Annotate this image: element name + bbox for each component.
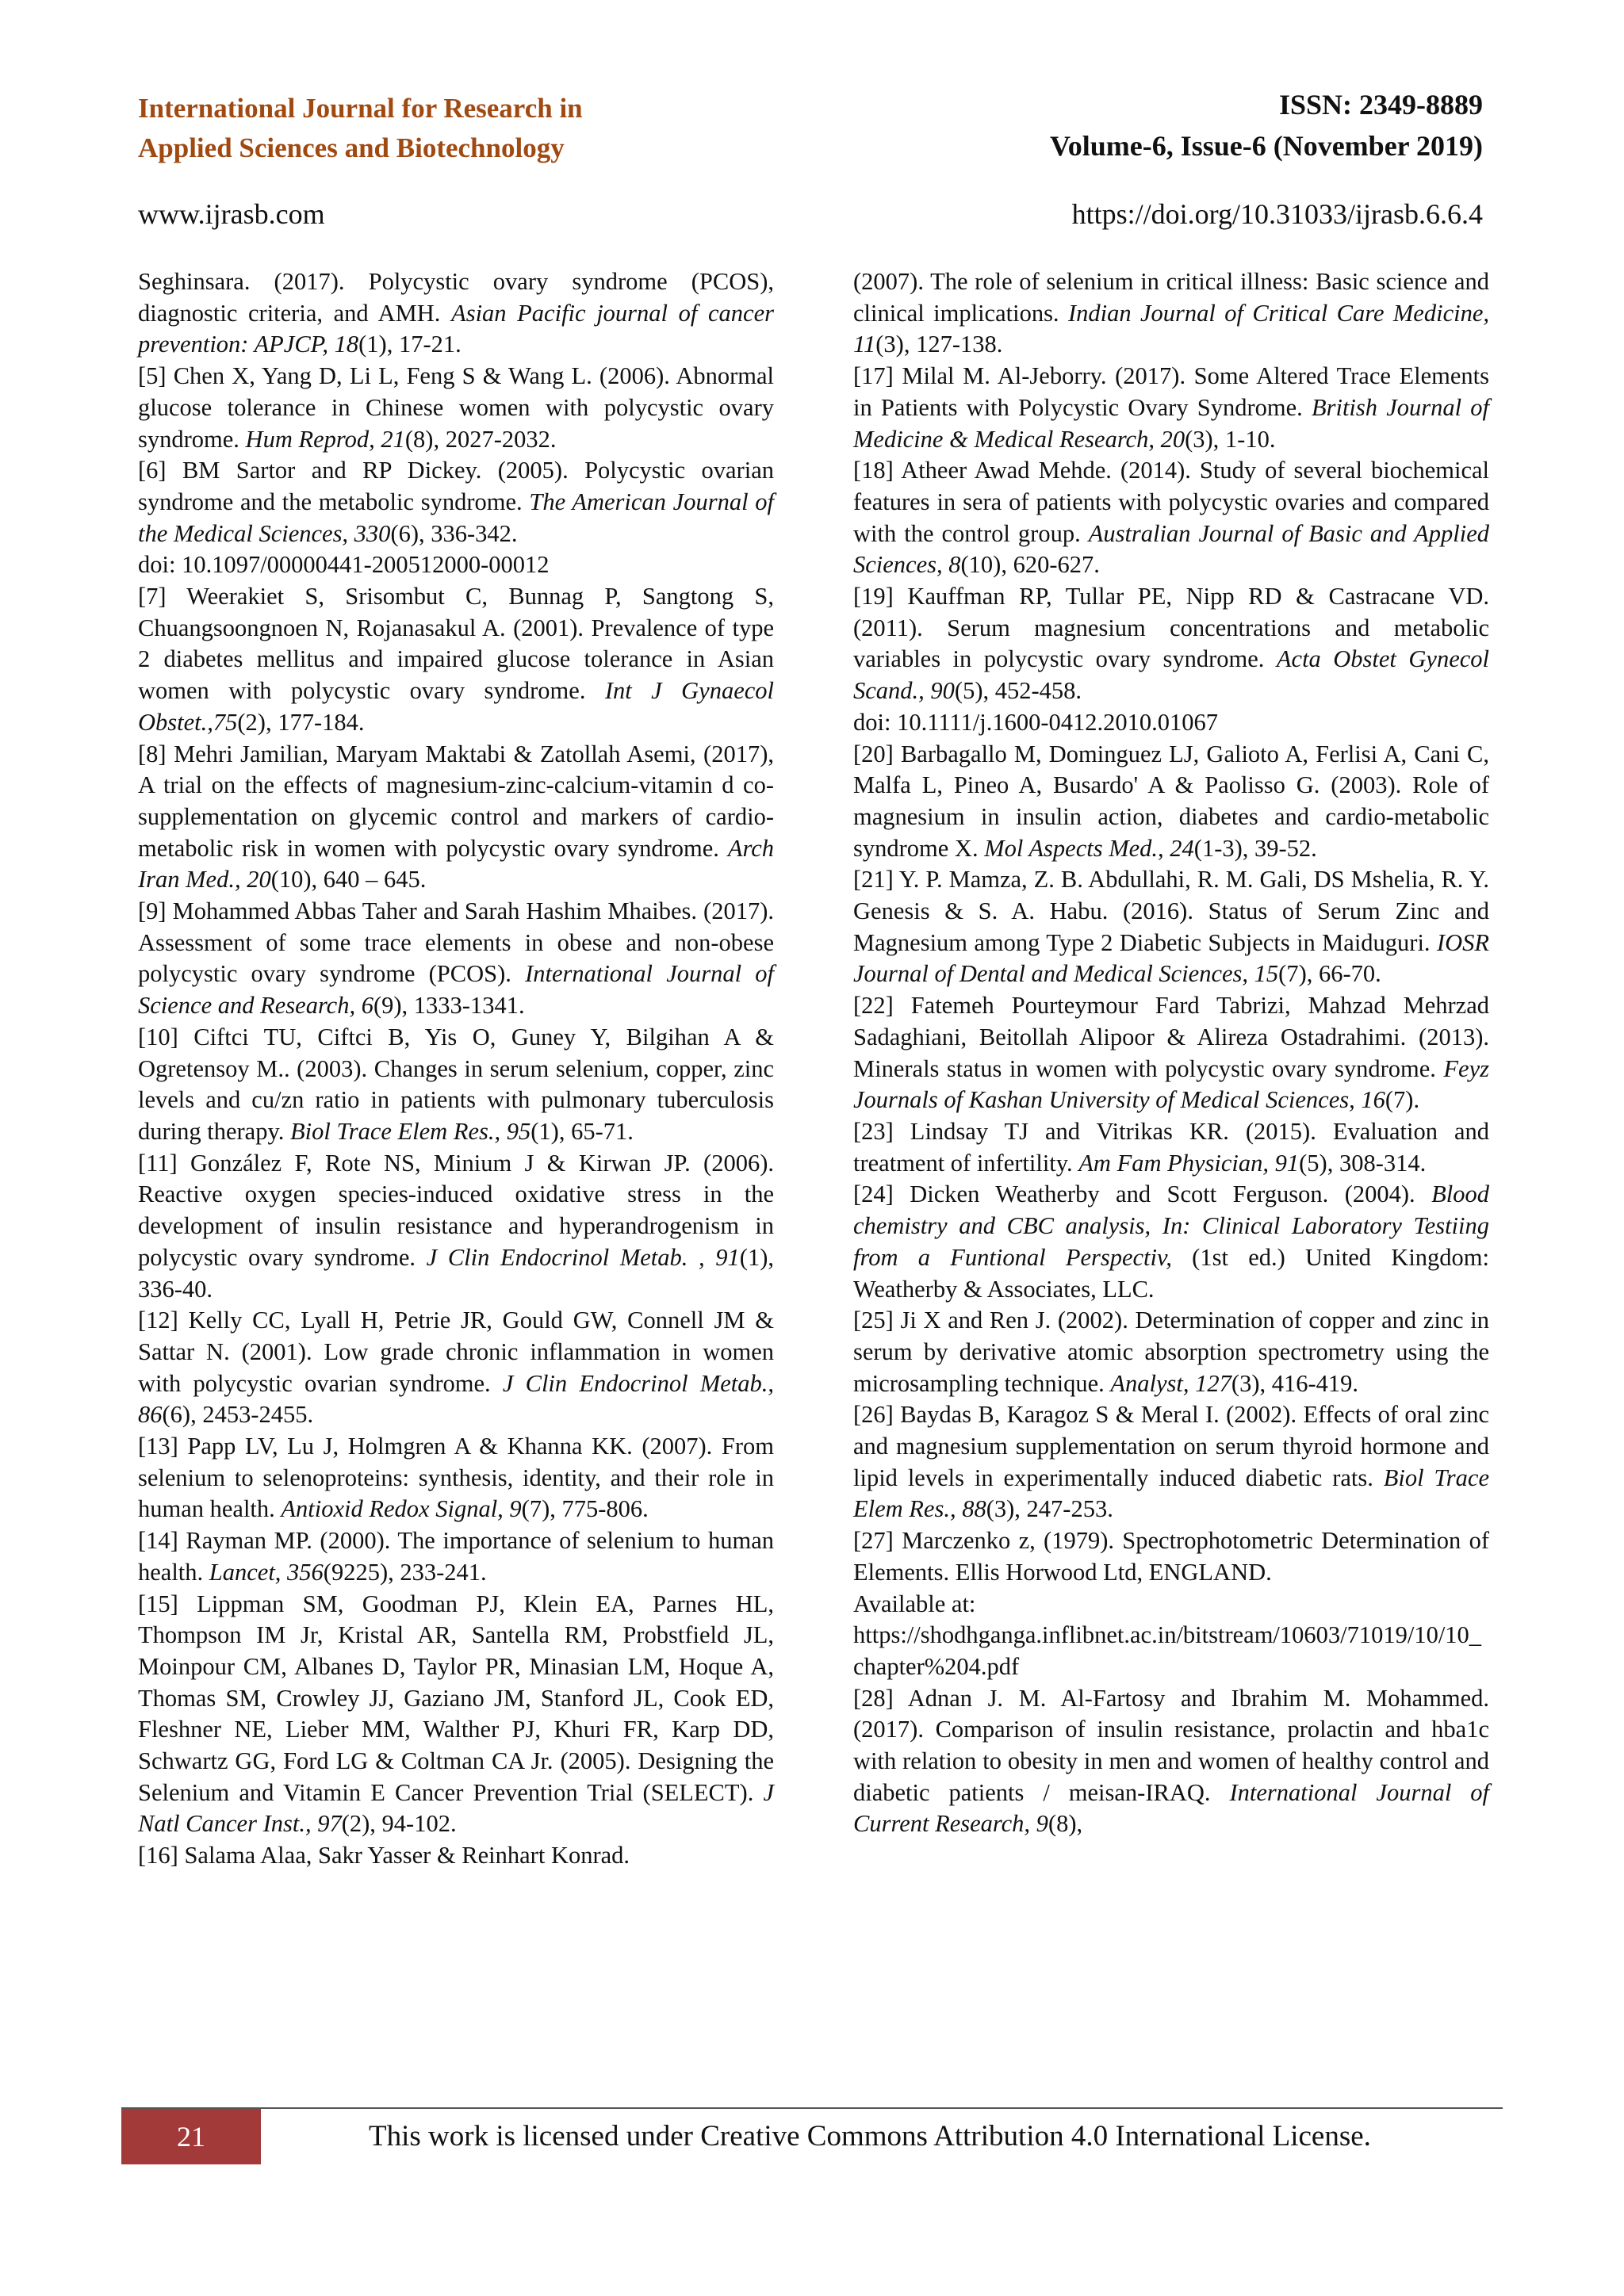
footer-divider — [121, 2107, 1503, 2109]
reference-entry — [853, 361, 1489, 455]
reference-citation: (6), 2453-2455. — [162, 1401, 314, 1429]
reference-entry — [853, 1116, 1489, 1179]
reference-source: J Natl Cancer Inst., 97 — [138, 1778, 774, 1838]
reference-citation: (6), 336-342. — [390, 519, 518, 547]
reference-text: [13] Papp LV, Lu J, Holmgren A & Khanna KK. (2007). From selenium to selenoproteins: synthesis, identity, and their role in human health. — [138, 1433, 774, 1523]
reference-entry — [853, 707, 1489, 739]
reference-entry — [138, 455, 774, 549]
reference-source: Arch Iran Med., 20 — [138, 834, 774, 894]
reference-citation: (5), 452-458. — [954, 677, 1082, 705]
reference-source: J Clin Endocrinol Metab., 86 — [138, 1369, 774, 1429]
reference-entry — [853, 581, 1489, 707]
reference-citation: (1), 17-21. — [358, 331, 462, 358]
reference-source: Int J Gynaecol Obstet.,75 — [138, 677, 775, 736]
reference-citation: (2), 177-184. — [237, 708, 365, 736]
reference-citation: (9), 1333-1341. — [373, 992, 525, 1020]
reference-text: [19] Kauffman RP, Tullar PE, Nipp RD & Castracane VD. (2011). Serum magnesium concentrations and metabolic variables in polycystic ovary syndrome. — [853, 583, 1489, 673]
reference-entry — [853, 1525, 1489, 1588]
reference-source: International Journal of Current Research, 9 — [853, 1778, 1489, 1838]
reference-citation: (8), 2027-2032. — [404, 425, 557, 453]
reference-text: [11] González F, Rote NS, Minium J & Kirwan JP. (2006). Reactive oxygen species-induced oxidative stress in the development of insulin resistance and hyperandrogenism in polycystic ovary syndrome. — [138, 1149, 774, 1271]
reference-citation: (7), 775-806. — [521, 1495, 649, 1523]
reference-entry — [138, 1305, 774, 1431]
reference-text: [26] Baydas B, Karagoz S & Meral I. (2002). Effects of oral zinc and magnesium supplementation on serum thyroid hormone and lipid levels in experimentally induced diabetic rats. — [853, 1401, 1489, 1491]
page-number: 21 — [121, 2109, 261, 2164]
reference-source: J Clin Endocrinol Metab. , 91 — [426, 1243, 740, 1271]
reference-citation: (9225), 233-241. — [323, 1558, 487, 1586]
reference-source: Asian Pacific journal of cancer prevention: APJCP, 18 — [138, 299, 774, 358]
reference-source: Am Fam Physician, 91 — [1078, 1149, 1300, 1177]
reference-text: [8] Mehri Jamilian, Maryam Maktabi & Zatollah Asemi, (2017), A trial on the effects of magnesium-zinc-calcium-vitamin d co-supplementation on glycemic control and markers of cardio-metabolic risk in women with polycystic ovary syndrome. — [138, 740, 774, 862]
reference-source: Hum Reprod, 21 — [245, 425, 405, 453]
reference-text: [5] Chen X, Yang D, Li L, Feng S & Wang L. (2006). Abnormal glucose tolerance in Chinese women with polycystic ovary syndrome. — [138, 362, 774, 453]
license-text: This work is licensed under Creative Commons Attribution 4.0 International License. — [369, 2120, 1371, 2152]
references-left-column — [138, 266, 774, 1872]
reference-source: Biol Trace Elem Res., 95 — [289, 1117, 531, 1145]
reference-entry — [138, 1525, 774, 1588]
reference-entry — [853, 1399, 1489, 1525]
reference-source: Feyz Journals of Kashan University of Medical Sciences, 16 — [853, 1054, 1489, 1114]
reference-entry — [853, 864, 1489, 990]
reference-citation: (5), 308-314. — [1299, 1149, 1427, 1177]
reference-text: [7] Weerakiet S, Srisombut C, Bunnag P, Sangtong S, Chuangsoongnoen N, Rojanasakul A. (2001). Prevalence of type 2 diabetes mellitus and impaired glucose tolerance in Asian women with polycystic ovary syndrome. — [138, 583, 774, 705]
volume-issue: Volume-6, Issue-6 (November 2019) — [1050, 130, 1483, 162]
reference-source: Blood chemistry and CBC analysis, In: Clinical Laboratory Testiing from a Funtional Perspectiv, — [853, 1181, 1489, 1271]
reference-entry — [138, 739, 774, 897]
reference-citation: (1-3), 39-52. — [1193, 834, 1317, 862]
reference-text: [20] Barbagallo M, Dominguez LJ, Galioto A, Ferlisi A, Cani C, Malfa L, Pineo A, Busardo' A & Paolisso G. (2003). Role of magnesium in insulin action, diabetes and cardio-metabolic syndrome X. — [853, 740, 1489, 862]
reference-source: Biol Trace Elem Res., 88 — [853, 1464, 1489, 1523]
reference-citation: (10), 640 – 645. — [270, 866, 427, 894]
reference-citation: (7). — [1385, 1086, 1420, 1114]
reference-source: Analyst, 127 — [1110, 1369, 1231, 1397]
reference-text: [28] Adnan J. M. Al-Fartosy and Ibrahim M. Mohammed. (2017). Comparison of insulin resistance, prolactin and hba1c with relation to obesity in men and women of healthy control and diabetic patients / meisan-IRAQ. — [853, 1684, 1489, 1806]
website-link[interactable]: www.ijrasb.com — [138, 198, 325, 230]
reference-text: [16] Salama Alaa, Sakr Yasser & Reinhart Konrad. — [138, 1842, 630, 1869]
reference-citation: (10), 620-627. — [960, 551, 1100, 579]
reference-text: [27] Marczenko z, (1979). Spectrophotometric Determination of Elements. Ellis Horwood Ltd, ENGLAND. — [853, 1527, 1489, 1586]
reference-entry — [138, 361, 774, 455]
reference-text: [17] Milal M. Al-Jeborry. (2017). Some Altered Trace Elements in Patients with Polycystic Ovary Syndrome. — [853, 362, 1489, 421]
reference-text: [12] Kelly CC, Lyall H, Petrie JR, Gould GW, Connell JM & Sattar N. (2001). Low grade chronic inflammation in women with polycystic ovarian syndrome. — [138, 1307, 774, 1397]
reference-entry — [853, 1683, 1489, 1841]
reference-citation: (1), 336-40. — [138, 1243, 774, 1303]
reference-entry — [138, 1840, 774, 1872]
reference-entry — [138, 581, 774, 739]
reference-entry — [853, 1589, 1489, 1621]
reference-source: British Journal of Medicine & Medical Research, 20 — [853, 393, 1489, 453]
reference-citation: (3), 247-253. — [986, 1495, 1113, 1523]
reference-text: Available at: — [853, 1590, 976, 1617]
journal-title-line2: Applied Sciences and Biotechnology — [138, 132, 565, 163]
reference-source: Mol Aspects Med., 24 — [984, 834, 1194, 862]
reference-text: [9] Mohammed Abbas Taher and Sarah Hashim Mhaibes. (2017). Assessment of some trace elements in obese and non-obese polycystic ovary syndrome (PCOS). — [138, 897, 774, 988]
reference-citation: (3), 127-138. — [875, 331, 1003, 358]
reference-entry — [138, 1148, 774, 1306]
reference-text: [24] Dicken Weatherby and Scott Ferguson. (2004). — [853, 1181, 1432, 1208]
reference-entry — [138, 266, 774, 361]
reference-text: [6] BM Sartor and RP Dickey. (2005). Polycystic ovarian syndrome and the metabolic syndrome. — [138, 457, 774, 515]
reference-entry — [138, 896, 774, 1022]
doi-link[interactable]: https://doi.org/10.31033/ijrasb.6.6.4 — [1071, 198, 1483, 230]
reference-entry — [853, 990, 1489, 1116]
reference-entry — [138, 1431, 774, 1525]
reference-text: Seghinsara. (2017). Polycystic ovary syndrome (PCOS), diagnostic criteria, and AMH. — [138, 268, 774, 327]
reference-citation: (2), 94-102. — [341, 1810, 457, 1838]
reference-entry — [853, 1179, 1489, 1305]
reference-source: Acta Obstet Gynecol Scand., 90 — [853, 645, 1489, 705]
journal-title-line1: International Journal for Research in — [138, 93, 583, 124]
reference-text: [10] Ciftci TU, Ciftci B, Yis O, Guney Y, Bilgihan A & Ogretensoy M.. (2003). Changes in serum selenium, copper, zinc levels and cu/zn ratio in patients with pulmonary tuberculosis during therapy. — [138, 1023, 774, 1145]
reference-source: Lancet, 356 — [209, 1558, 324, 1586]
reference-entry — [138, 1589, 774, 1841]
reference-text: [25] Ji X and Ren J. (2002). Determination of copper and zinc in serum by derivative atomic absorption spectrometry using the microsampling technique. — [853, 1307, 1489, 1397]
reference-text: [21] Y. P. Mamza, Z. B. Abdullahi, R. M. Gali, DS Mshelia, R. Y. Genesis & S. A. Habu. (2016). Status of Serum Zinc and Magnesium among Type 2 Diabetic Subjects in Maiduguri. — [853, 866, 1489, 956]
reference-entry — [853, 455, 1489, 581]
reference-text: doi: 10.1097/00000441-200512000-00012 — [138, 551, 550, 579]
reference-entry — [138, 1022, 774, 1148]
reference-text: [15] Lippman SM, Goodman PJ, Klein EA, Parnes HL, Thompson IM Jr, Kristal AR, Santella RM, Probstfield JL, Moinpour CM, Albanes D, Taylor PR, Minasian LM, Hoque A, Thomas SM, Crowley JJ, Gaziano JM, Stanford JL, Cook ED, Fleshner NE, Lieber MM, Walther PJ, Khuri FR, Karp DD, Schwartz GG, Ford LG & Coltman CA Jr. (2005). Designing the Selenium and Vitamin E Cancer Prevention Trial (SELECT). — [138, 1590, 774, 1806]
reference-source: Antioxid Redox Signal, 9 — [281, 1495, 522, 1523]
journal-title — [138, 89, 693, 168]
reference-text: (2007). The role of selenium in critical illness: Basic science and clinical implications. — [853, 268, 1489, 327]
reference-citation: (7), 66-70. — [1278, 960, 1381, 988]
reference-citation: (3), 416-419. — [1231, 1369, 1359, 1397]
reference-entry — [853, 739, 1489, 865]
reference-entry — [853, 1305, 1489, 1399]
reference-source: International Journal of Science and Research, 6 — [138, 960, 774, 1020]
reference-text: [22] Fatemeh Pourteymour Fard Tabrizi, Mahzad Mehrzad Sadaghiani, Beitollah Alipoor & Alireza Ostadrahimi. (2013). Minerals status in women with polycystic ovary syndrome. — [853, 992, 1489, 1082]
reference-source: The American Journal of the Medical Sciences, 330 — [138, 488, 774, 547]
reference-text: [14] Rayman MP. (2000). The importance of selenium to human health. — [138, 1527, 774, 1586]
reference-citation: (1st ed.) United Kingdom: Weatherby & Associates, LLC. — [853, 1243, 1490, 1303]
reference-source: IOSR Journal of Dental and Medical Sciences, 15 — [853, 928, 1489, 988]
reference-text: https://shodhganga.inflibnet.ac.in/bitstream/10603/71019/10/10_chapter%204.pdf — [853, 1621, 1482, 1680]
issn-block — [928, 84, 1483, 166]
reference-source: Australian Journal of Basic and Applied Sciences, 8 — [853, 519, 1489, 579]
reference-entry — [138, 549, 774, 581]
reference-citation: (1), 65-71. — [530, 1117, 634, 1145]
reference-text: doi: 10.1111/j.1600-0412.2010.01067 — [853, 708, 1219, 736]
reference-source: Indian Journal of Critical Care Medicine, 11 — [853, 299, 1489, 358]
reference-entry — [853, 266, 1489, 361]
reference-citation: (8), — [1048, 1810, 1083, 1838]
reference-citation: (3), 1-10. — [1185, 425, 1276, 453]
references-right-column — [853, 266, 1489, 1840]
reference-text: [23] Lindsay TJ and Vitrikas KR. (2015). Evaluation and treatment of infertility. — [853, 1117, 1489, 1177]
issn: ISSN: 2349-8889 — [1278, 89, 1483, 121]
reference-entry — [853, 1620, 1489, 1682]
reference-text: [18] Atheer Awad Mehde. (2014). Study of several biochemical features in sera of patients with polycystic ovaries and compared with the control group. — [853, 457, 1489, 547]
